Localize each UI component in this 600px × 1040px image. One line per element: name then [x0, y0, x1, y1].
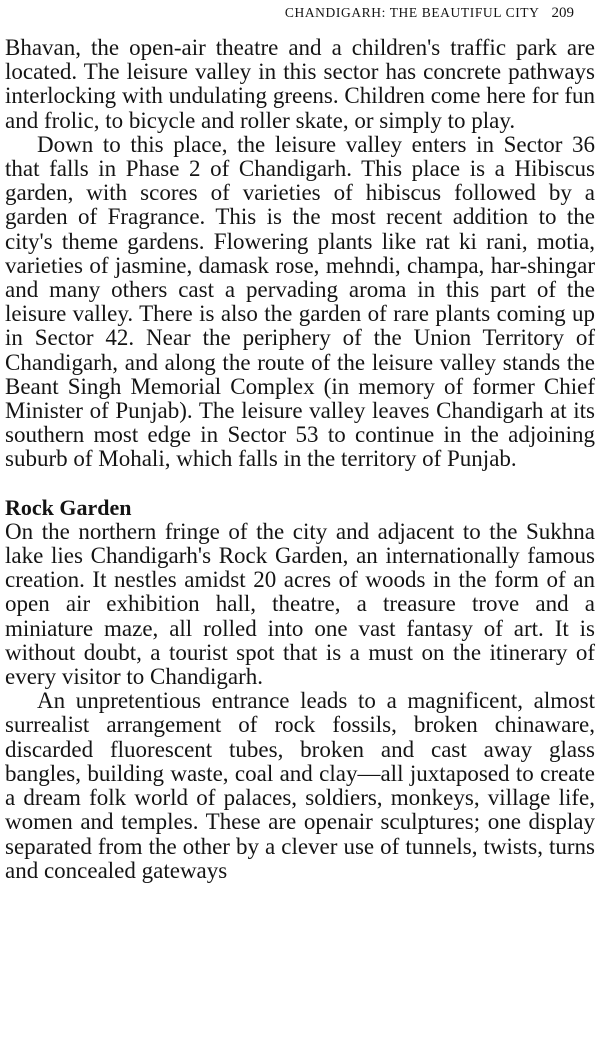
running-title: CHANDIGARH: THE BEAUTIFUL CITY [284, 5, 540, 20]
paragraph-1: Bhavan, the open-air theatre and a children's traffic park are located. The leisure valley in this sector has concrete pathways interlocking with undulating greens. Children come here for fun and frolic, to bicycle and roller skate, or simply to play. [5, 35, 595, 133]
paragraph-2: Down to this place, the leisure valley enters in Sector 36 that falls in Phase 2 of Chandigarh. This place is a Hibiscus garden, with scores of varieties of hibiscus followed by a garden of Fragrance. This is the most recent addition to the city's theme gardens. Flowering plants like rat ki rani, motia, varieties of jasmine, damask rose, mehndi, champa, har-shingar and many others cast a pervading aroma in this part of the leisure valley. There is also the garden of rare plants coming up in Sector 42. Near the periphery of the Union Territory of Chandigarh, and along the route of the leisure valley stands the Beant Singh Memorial Complex (in memory of former Chief Minister of Punjab). The leisure valley leaves Chandigarh at its southern most edge in Sector 53 to continue in the adjoining suburb of Mohali, which falls in the territory of Punjab. [5, 131, 595, 472]
section-paragraph-2: An unpretentious entrance leads to a magnificent, almost surrealist arrangement of rock fossils, broken chinaware, discarded fluorescent tubes, broken and cast away glass bangles, building waste, coal and clay—all juxtaposed to create a dream folk world of palaces, soldiers, monkeys, village life, women and temples. These are openair sculptures; one display separated from the other by a clever use of tunnels, twists, turns and concealed gateways [5, 688, 595, 883]
page-number: 209 [551, 5, 574, 21]
running-header [285, 5, 574, 22]
page-body [5, 36, 595, 883]
section-heading: Rock Garden [5, 494, 132, 520]
section-paragraph-1: On the northern fringe of the city and adjacent to the Sukhna lake lies Chandigarh's Rock Garden, an internationally famous creation. It nestles amidst 20 acres of woods in the form of an open air exhibition hall, theatre, a treasure trove and a miniature maze, all rolled into one vast fantasy of art. It is without doubt, a tourist spot that is a must on the itinerary of every visitor to Chandigarh. [5, 518, 595, 690]
